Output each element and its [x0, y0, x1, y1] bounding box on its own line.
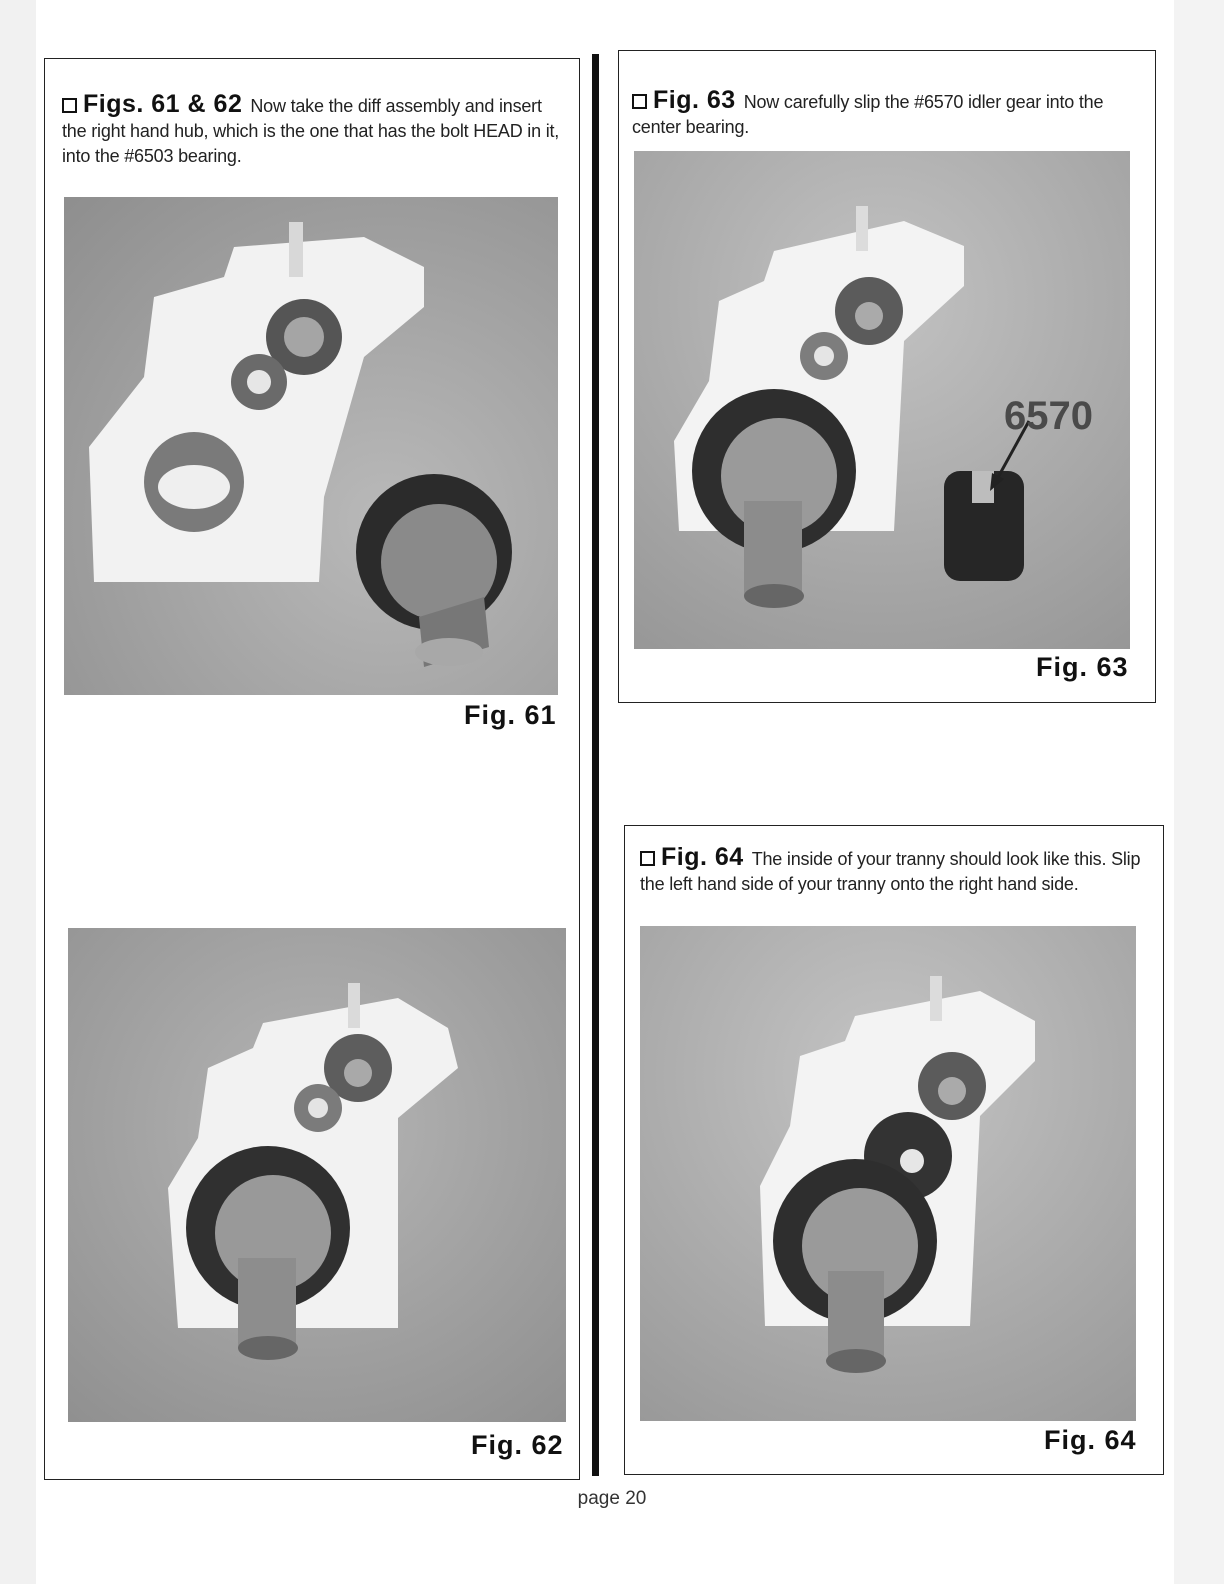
caption-figs-61-62 — [62, 92, 562, 169]
caption-text: The inside of your tranny should look like this. Slip the left hand side of your tranny onto the right hand side. — [640, 849, 1141, 894]
caption-fig-64 — [640, 845, 1143, 897]
fig-62-label: Fig. 62 — [471, 1430, 564, 1460]
fig-64-label: Fig. 64 — [1044, 1425, 1137, 1455]
checkbox-icon[interactable] — [640, 851, 655, 866]
fig-63-label: Fig. 63 — [1036, 652, 1129, 682]
scan-margin-left — [0, 0, 36, 1584]
caption-heading: Figs. 61 & 62 — [83, 90, 243, 118]
caption-heading: Fig. 64 — [661, 843, 744, 871]
photo-fig-64 — [640, 926, 1136, 1421]
page-number: page 20 — [577, 1488, 647, 1509]
scan-margin-right — [1174, 0, 1224, 1584]
photo-fig-63 — [634, 151, 1130, 649]
photo-fig-61 — [64, 197, 558, 695]
checkbox-icon[interactable] — [632, 94, 647, 109]
caption-heading: Fig. 63 — [653, 86, 736, 114]
fig-61-label: Fig. 61 — [464, 700, 557, 730]
photo-fig-62 — [68, 928, 566, 1422]
caption-text: Now carefully slip the #6570 idler gear into the center bearing. — [632, 92, 1104, 137]
caption-fig-63 — [632, 88, 1137, 140]
caption-text: Now take the diff assembly and insert the right hand hub, which is the one that has the bolt HEAD in it, into the #6503 bearing. — [62, 96, 560, 166]
checkbox-icon[interactable] — [62, 98, 77, 113]
callout-6570: 6570 — [1004, 394, 1093, 438]
column-divider — [592, 54, 599, 1476]
